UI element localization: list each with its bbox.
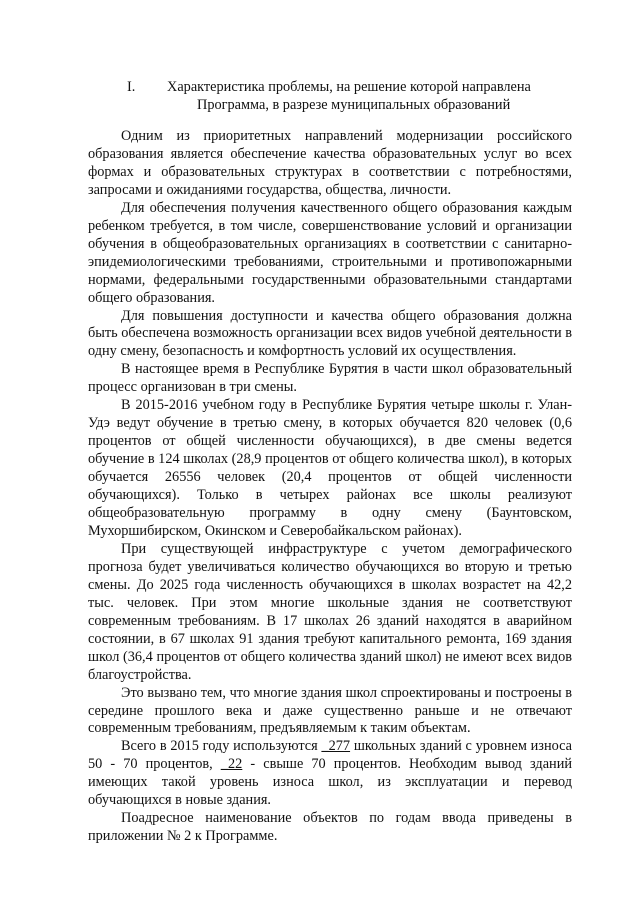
section-title-line-1: Характеристика проблемы, на решение которой направлена [167, 79, 531, 95]
document-body [88, 128, 572, 846]
old-buildings-count: _277 [321, 738, 351, 755]
paragraph-1: Одним из приоритетных направлений модернизации российского образования является обеспечение качества образовательных услуг во всех формах и образовательных структурах в соответствии с потребностями, запросами и ожиданиями государства, общества, личности. [88, 128, 572, 198]
paragraph-9: Поадресное наименование объектов по годам ввода приведены в приложении № 2 к Программе. [88, 810, 572, 845]
section-title-line-2: Программа, в разрезе муниципальных образований [197, 97, 511, 113]
paragraph-6: При существующей инфраструктуре с учетом демографического прогноза будет увеличиваться количество обучающихся во вторую и третью смены. До 2025 года численность обучающихся в школах возрастет на 42,2 тыс. человек. При этом многие школьные здания не соответствуют современным требованиям. В 17 школах 26 зданий находятся в аварийном состоянии, в 67 школах 91 здания требуют капитального ремонта, 169 здания школ (36,4 процентов от общего количества зданий школ) не имеют всех видов благоустройства. [88, 540, 572, 683]
paragraph-3: Для повышения доступности и качества общего образования должна быть обеспечена возможность организации всех видов учебной деятельности в одну смену, безопасность и комфортность условий их осуществления. [88, 307, 572, 360]
paragraph-8-text-c: школьных зданий с уровнем износа 50 - 70 процентов, [88, 738, 572, 773]
paragraph-2: Для обеспечения получения качественного общего образования каждым ребенком требуется, в том числе, совершенствование условий и организации обучения в общеобразовательных организациях в соответствии с санитарно-эпидемиологическими требованиями, строительными и противопожарными нормами, федеральными государственными образовательными стандартами общего образования. [88, 199, 572, 306]
very-old-buildings-count: _22 [220, 756, 243, 773]
paragraph-5: В 2015-2016 учебном году в Республике Бурятия четыре школы г. Улан-Удэ ведут обучение в третью смену, в которых обучается 820 человек (0,6 процентов от общей численности обучающихся), в две смены ведется обучение в 124 школах (28,9 процентов от общего количества школ), в которых обучается 26556 человек (20,4 процентов от общей численности обучающихся). Только в четырех районах все школы реализуют общеобразовательную программу в одну смену (Баунтовском, Мухоршибирском, Окинском и Северобайкальском районах). [88, 397, 572, 539]
paragraph-8-text-e: - свыше 70 процентов. Необходим вывод зданий имеющих такой уровень износа школ, из эксплуатации и перевод обучающихся в новые здания. [88, 756, 573, 809]
section-number: I. [127, 79, 136, 95]
paragraph-8-text-a: Всего в 2015 году используются [121, 738, 322, 755]
paragraph-7: Это вызвано тем, что многие здания школ спроектированы и построены в середине прошлого века и даже существенно раньше и не отвечают современным требованиям, предъявляемым к таким объектам. [88, 684, 572, 737]
paragraph-4: В настоящее время в Республике Бурятия в части школ образовательный процесс организован в три смены. [88, 361, 572, 396]
paragraph-8 [88, 738, 572, 810]
